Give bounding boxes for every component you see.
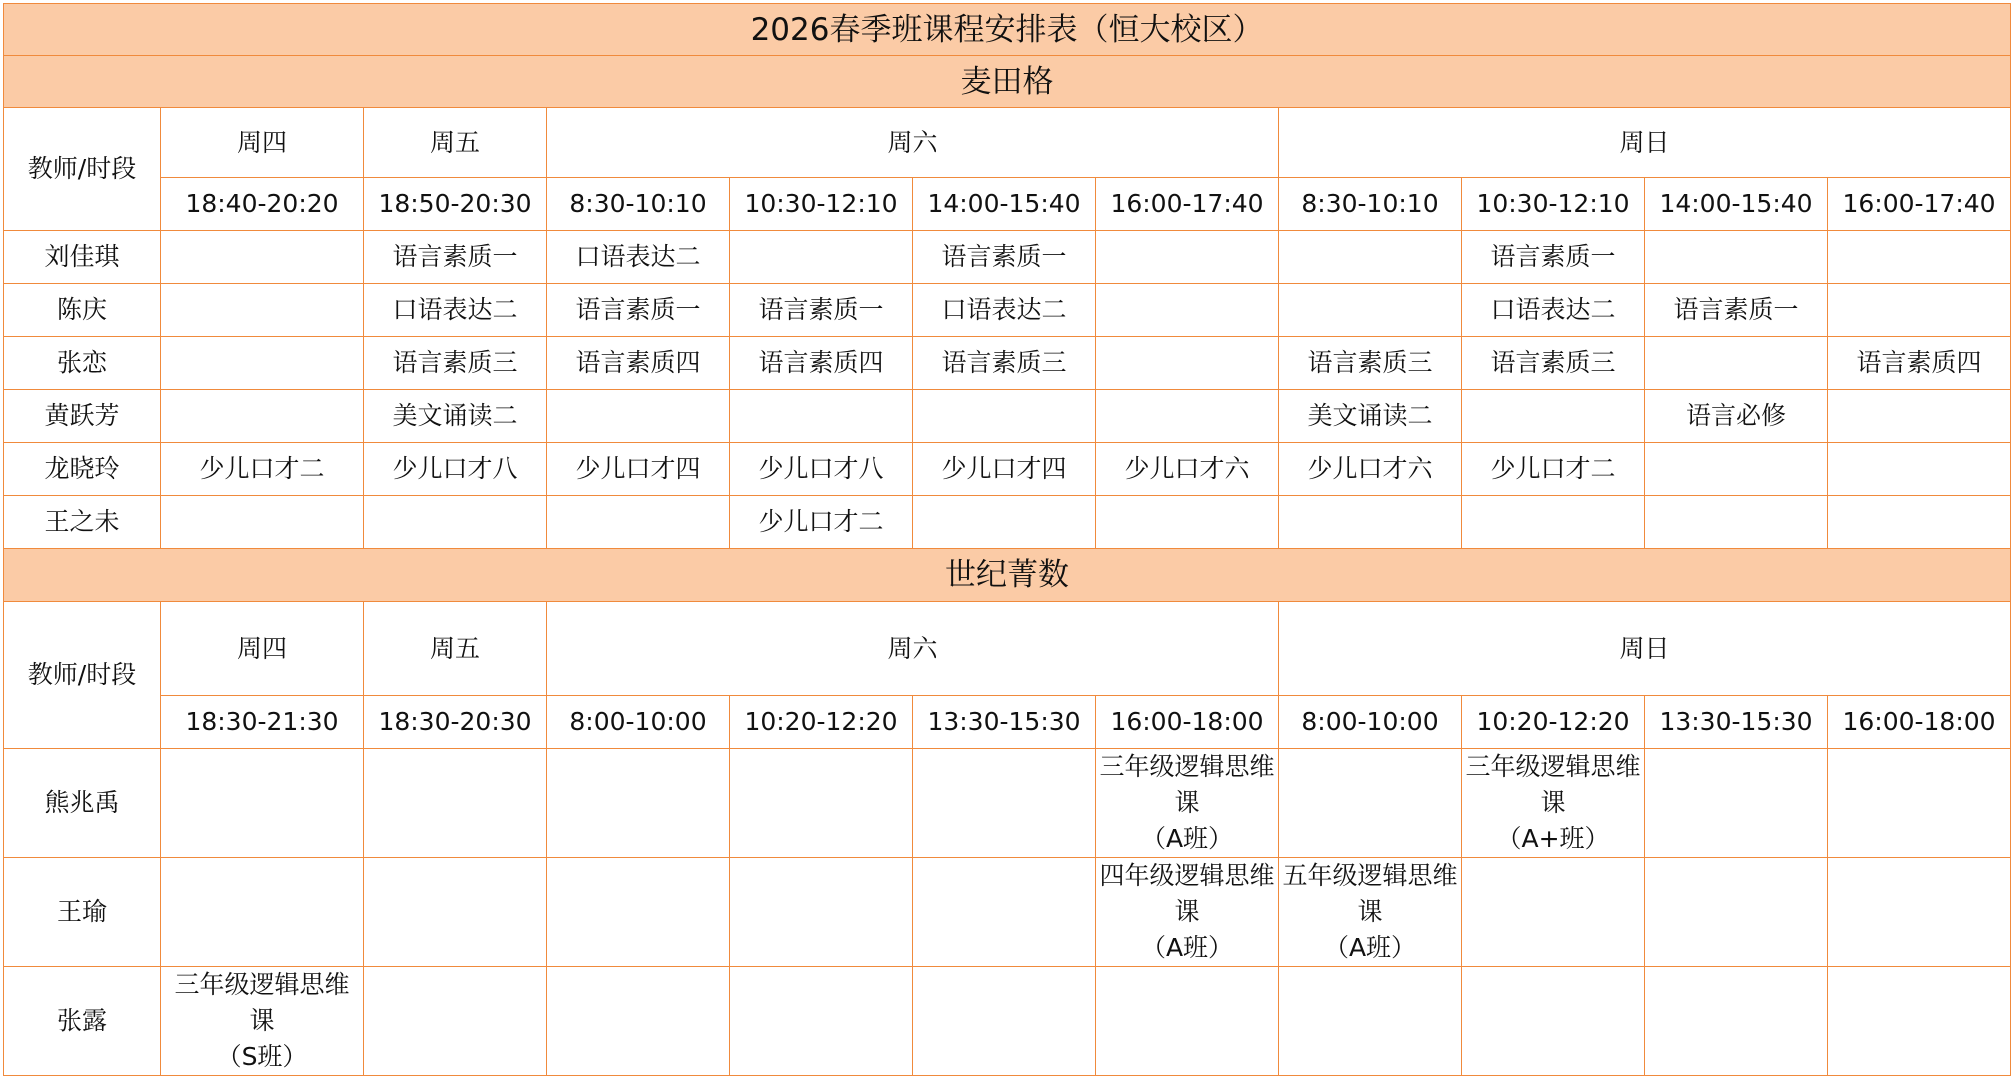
time-slot: 8:30-10:10 (1279, 178, 1462, 231)
day-header: 周六 (547, 108, 1279, 178)
time-slot: 13:30-15:30 (913, 696, 1096, 749)
class-cell (1645, 858, 1828, 967)
class-cell (547, 749, 730, 858)
class-cell (161, 284, 364, 337)
class-cell: 语言素质一 (730, 284, 913, 337)
time-slot: 18:30-21:30 (161, 696, 364, 749)
class-cell (161, 858, 364, 967)
class-cell: 少儿口才四 (547, 443, 730, 496)
class-cell (1828, 390, 2011, 443)
class-cell (364, 496, 547, 549)
class-cell (1279, 749, 1462, 858)
day-header: 周六 (547, 602, 1279, 696)
time-slot: 16:00-17:40 (1096, 178, 1279, 231)
teacher-name: 刘佳琪 (4, 231, 161, 284)
class-cell (161, 231, 364, 284)
time-slot: 14:00-15:40 (913, 178, 1096, 231)
teacher-row (4, 749, 2011, 858)
class-cell (913, 967, 1096, 1076)
class-cell (547, 496, 730, 549)
class-cell: 语言素质三 (1279, 337, 1462, 390)
class-cell (913, 749, 1096, 858)
class-cell (1828, 967, 2011, 1076)
class-cell: 语言素质一 (1645, 284, 1828, 337)
class-cell: 语言素质四 (547, 337, 730, 390)
time-slot: 18:30-20:30 (364, 696, 547, 749)
time-slot: 13:30-15:30 (1645, 696, 1828, 749)
page-title: 2026春季班课程安排表（恒大校区） (4, 4, 2011, 56)
class-cell (364, 749, 547, 858)
class-cell (1645, 749, 1828, 858)
class-cell: 少儿口才四 (913, 443, 1096, 496)
class-cell (547, 967, 730, 1076)
class-cell (1828, 284, 2011, 337)
class-cell: 少儿口才二 (1462, 443, 1645, 496)
class-cell: 少儿口才二 (730, 496, 913, 549)
teacher-row (4, 231, 2011, 284)
class-cell: 少儿口才六 (1096, 443, 1279, 496)
class-cell: 三年级逻辑思维课 （A+班） (1462, 749, 1645, 858)
class-cell (364, 858, 547, 967)
teacher-row (4, 443, 2011, 496)
class-cell (1645, 337, 1828, 390)
class-cell (1828, 231, 2011, 284)
class-cell: 语言素质四 (1828, 337, 2011, 390)
teacher-time-header: 教师/时段 (4, 108, 161, 231)
time-slot: 8:00-10:00 (547, 696, 730, 749)
time-slot: 14:00-15:40 (1645, 178, 1828, 231)
class-cell: 语言素质一 (1462, 231, 1645, 284)
teacher-name: 黄跃芳 (4, 390, 161, 443)
class-cell (1279, 231, 1462, 284)
teacher-name: 王瑜 (4, 858, 161, 967)
class-cell: 美文诵读二 (364, 390, 547, 443)
class-cell (1096, 337, 1279, 390)
class-cell: 语言素质三 (364, 337, 547, 390)
class-cell (1096, 390, 1279, 443)
teacher-row (4, 390, 2011, 443)
time-slot: 8:30-10:10 (547, 178, 730, 231)
class-cell (1096, 231, 1279, 284)
class-cell (161, 337, 364, 390)
class-cell (161, 390, 364, 443)
teacher-row (4, 496, 2011, 549)
class-cell: 语言素质一 (547, 284, 730, 337)
teacher-row (4, 967, 2011, 1076)
teacher-name: 龙晓玲 (4, 443, 161, 496)
class-cell (1462, 858, 1645, 967)
class-cell (1828, 443, 2011, 496)
class-cell: 语言素质三 (913, 337, 1096, 390)
class-cell (1645, 443, 1828, 496)
class-cell (730, 390, 913, 443)
class-cell (913, 496, 1096, 549)
class-cell (730, 967, 913, 1076)
teacher-name: 张露 (4, 967, 161, 1076)
time-slot: 10:20-12:20 (1462, 696, 1645, 749)
class-cell (1462, 390, 1645, 443)
class-cell (1828, 496, 2011, 549)
day-header: 周四 (161, 602, 364, 696)
class-cell (1645, 967, 1828, 1076)
class-cell (547, 858, 730, 967)
class-cell: 少儿口才八 (730, 443, 913, 496)
section-title: 麦田格 (4, 56, 2011, 108)
class-cell: 少儿口才二 (161, 443, 364, 496)
time-slot: 10:20-12:20 (730, 696, 913, 749)
teacher-time-header: 教师/时段 (4, 602, 161, 749)
class-cell (1828, 749, 2011, 858)
time-slot: 16:00-18:00 (1828, 696, 2011, 749)
day-header: 周日 (1279, 108, 2011, 178)
teacher-name: 王之未 (4, 496, 161, 549)
class-cell (730, 749, 913, 858)
class-cell (730, 858, 913, 967)
class-cell (1828, 858, 2011, 967)
time-slot: 18:40-20:20 (161, 178, 364, 231)
class-cell: 口语表达二 (364, 284, 547, 337)
class-cell: 美文诵读二 (1279, 390, 1462, 443)
class-cell (364, 967, 547, 1076)
class-cell (161, 749, 364, 858)
class-cell: 语言素质一 (913, 231, 1096, 284)
class-cell: 少儿口才八 (364, 443, 547, 496)
class-cell: 语言素质四 (730, 337, 913, 390)
class-cell (1462, 496, 1645, 549)
class-cell (1279, 967, 1462, 1076)
class-cell (1279, 284, 1462, 337)
teacher-name: 陈庆 (4, 284, 161, 337)
class-cell (1096, 284, 1279, 337)
day-header: 周五 (364, 108, 547, 178)
class-cell: 语言素质三 (1462, 337, 1645, 390)
teacher-name: 张恋 (4, 337, 161, 390)
class-cell: 语言素质一 (364, 231, 547, 284)
class-cell: 三年级逻辑思维课 （S班） (161, 967, 364, 1076)
class-cell: 少儿口才六 (1279, 443, 1462, 496)
day-header: 周日 (1279, 602, 2011, 696)
section-title: 世纪菁数 (4, 549, 2011, 602)
class-cell: 口语表达二 (913, 284, 1096, 337)
time-slot: 16:00-18:00 (1096, 696, 1279, 749)
class-cell (1096, 967, 1279, 1076)
teacher-name: 熊兆禹 (4, 749, 161, 858)
class-cell (1462, 967, 1645, 1076)
class-cell: 四年级逻辑思维课 （A班） (1096, 858, 1279, 967)
day-header: 周五 (364, 602, 547, 696)
class-cell: 三年级逻辑思维课 （A班） (1096, 749, 1279, 858)
class-cell: 五年级逻辑思维课 （A班） (1279, 858, 1462, 967)
class-cell (1096, 496, 1279, 549)
class-cell (913, 390, 1096, 443)
class-cell: 口语表达二 (547, 231, 730, 284)
teacher-row (4, 284, 2011, 337)
time-slot: 8:00-10:00 (1279, 696, 1462, 749)
teacher-row (4, 337, 2011, 390)
class-cell (1645, 231, 1828, 284)
class-cell (1279, 496, 1462, 549)
class-cell: 语言必修 (1645, 390, 1828, 443)
class-cell: 口语表达二 (1462, 284, 1645, 337)
time-slot: 10:30-12:10 (1462, 178, 1645, 231)
class-cell (161, 496, 364, 549)
class-cell (730, 231, 913, 284)
class-cell (547, 390, 730, 443)
day-header: 周四 (161, 108, 364, 178)
time-slot: 10:30-12:10 (730, 178, 913, 231)
teacher-row (4, 858, 2011, 967)
time-slot: 16:00-17:40 (1828, 178, 2011, 231)
class-cell (1645, 496, 1828, 549)
class-cell (913, 858, 1096, 967)
time-slot: 18:50-20:30 (364, 178, 547, 231)
schedule-table (3, 3, 2011, 1076)
